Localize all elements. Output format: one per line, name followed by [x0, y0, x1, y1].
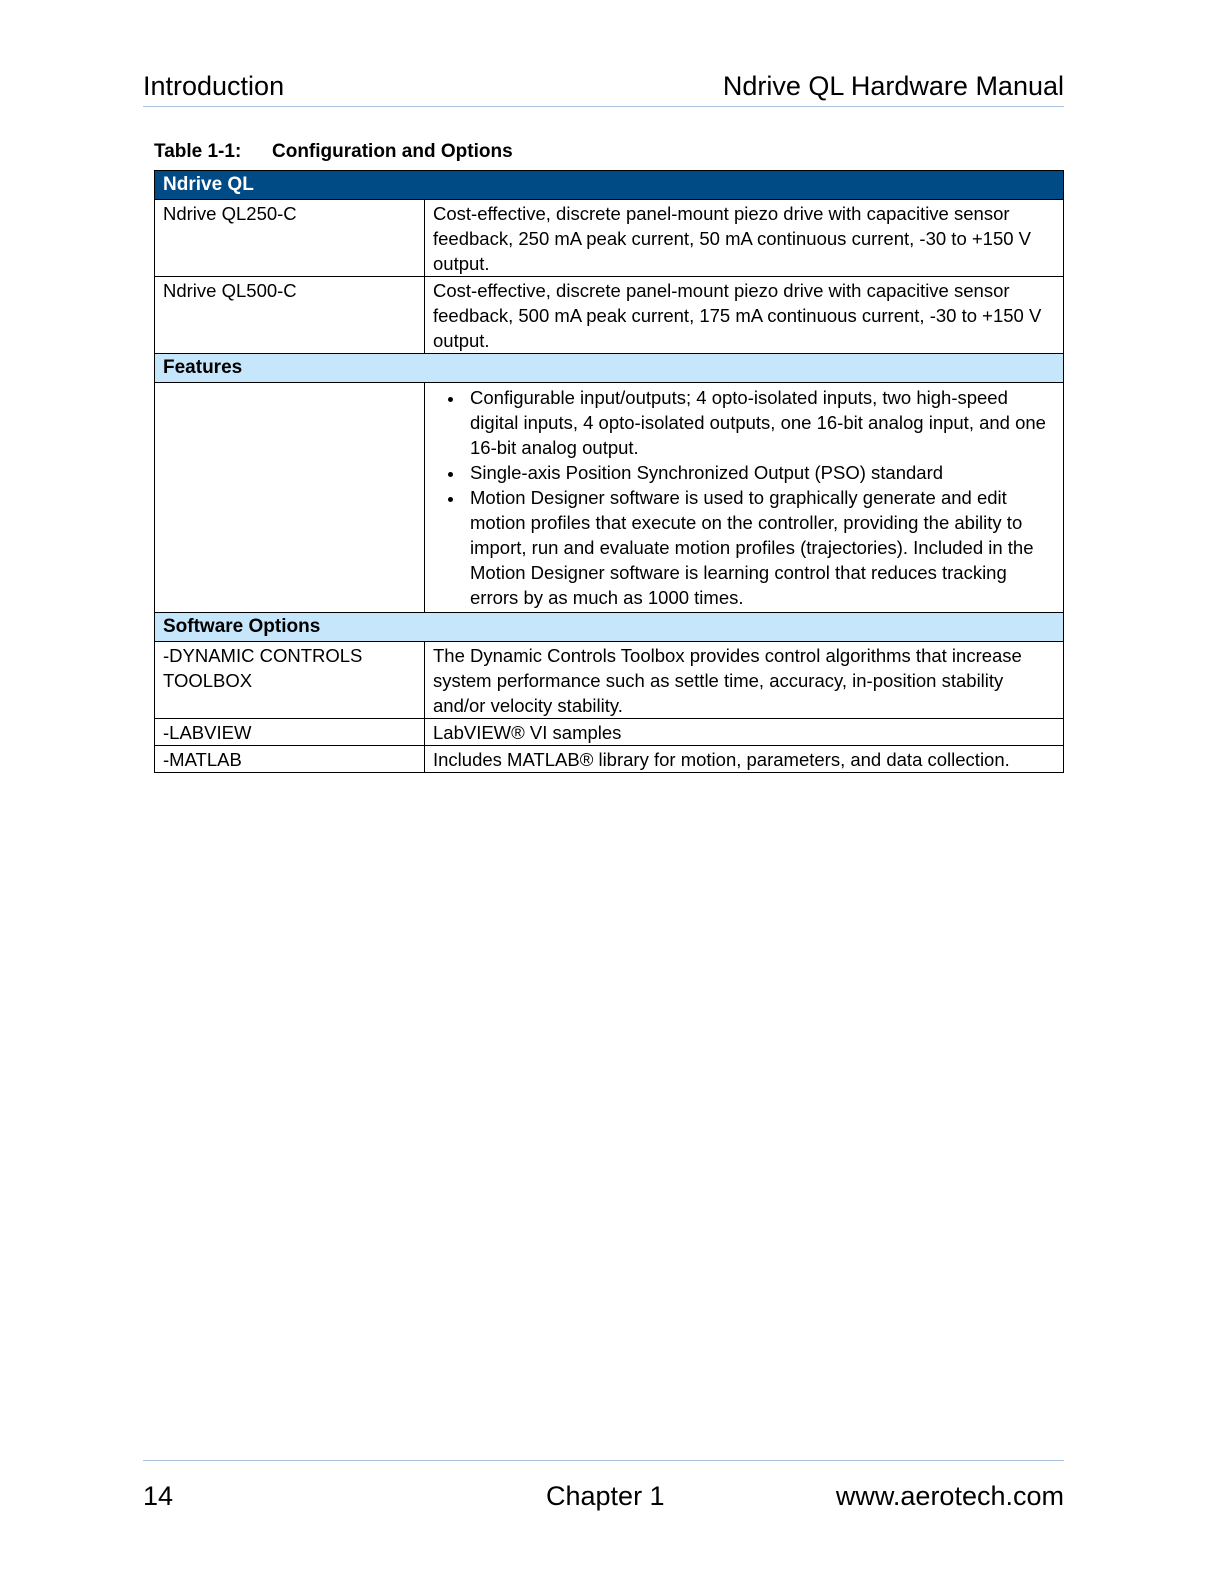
section-row-ndrive [155, 171, 1064, 200]
table-caption [154, 141, 513, 163]
chapter-label: Chapter 1 [546, 1481, 665, 1511]
table-caption-number: Table 1-1: [154, 141, 242, 162]
model-description: Cost-effective, discrete panel-mount piezo drive with capacitive sensor feedback, 500 mA peak current, 175 mA continuous current, -30 to +150 V output. [425, 277, 1064, 354]
option-description: LabVIEW® VI samples [425, 719, 1064, 746]
option-description: Includes MATLAB® library for motion, parameters, and data collection. [425, 746, 1064, 773]
table-caption-title: Configuration and Options [272, 141, 513, 162]
table-row [155, 746, 1064, 773]
option-name: -MATLAB [155, 746, 425, 773]
header-section-title: Introduction [143, 71, 285, 101]
page-header [143, 68, 1064, 107]
model-description: Cost-effective, discrete panel-mount piezo drive with capacitive sensor feedback, 250 mA peak current, 50 mA continuous current, -30 to +150 V output. [425, 200, 1064, 277]
model-name: Ndrive QL250-C [155, 200, 425, 277]
option-description: The Dynamic Controls Toolbox provides control algorithms that increase system performance such as settle time, accuracy, in-position stability and/or velocity stability. [425, 642, 1064, 719]
table-row [155, 642, 1064, 719]
list-item: Configurable input/outputs; 4 opto-isolated inputs, two high-speed digital inputs, 4 opto-isolated outputs, one 16-bit analog input, and one 16-bit analog output. [470, 385, 1055, 460]
header-manual-title: Ndrive QL Hardware Manual [722, 71, 1064, 101]
list-item: Single-axis Position Synchronized Output (PSO) standard [470, 460, 1055, 485]
page-number: 14 [143, 1481, 174, 1511]
list-item: Motion Designer software is used to graphically generate and edit motion profiles that execute on the controller, providing the ability to import, run and evaluate motion profiles (trajectories). Included in the Motion Designer software is learning control that reduces tracking errors by as much as 1000 times. [470, 485, 1055, 610]
model-name: Ndrive QL500-C [155, 277, 425, 354]
section-row-features [155, 354, 1064, 383]
table-row [155, 719, 1064, 746]
website-link[interactable]: www.aerotech.com [835, 1481, 1064, 1511]
section-title-software: Software Options [155, 613, 1064, 642]
features-list [433, 384, 1055, 612]
table-row [155, 383, 1064, 613]
option-name: -LABVIEW [155, 719, 425, 746]
features-cell [425, 383, 1064, 613]
section-title-features: Features [155, 354, 1064, 383]
empty-cell [155, 383, 425, 613]
option-name: -DYNAMIC CONTROLS TOOLBOX [155, 642, 425, 719]
configuration-table [154, 170, 1064, 773]
page-footer [143, 1460, 1064, 1521]
table-row [155, 200, 1064, 277]
section-title-ndrive: Ndrive QL [155, 171, 1064, 200]
table-row [155, 277, 1064, 354]
section-row-software [155, 613, 1064, 642]
